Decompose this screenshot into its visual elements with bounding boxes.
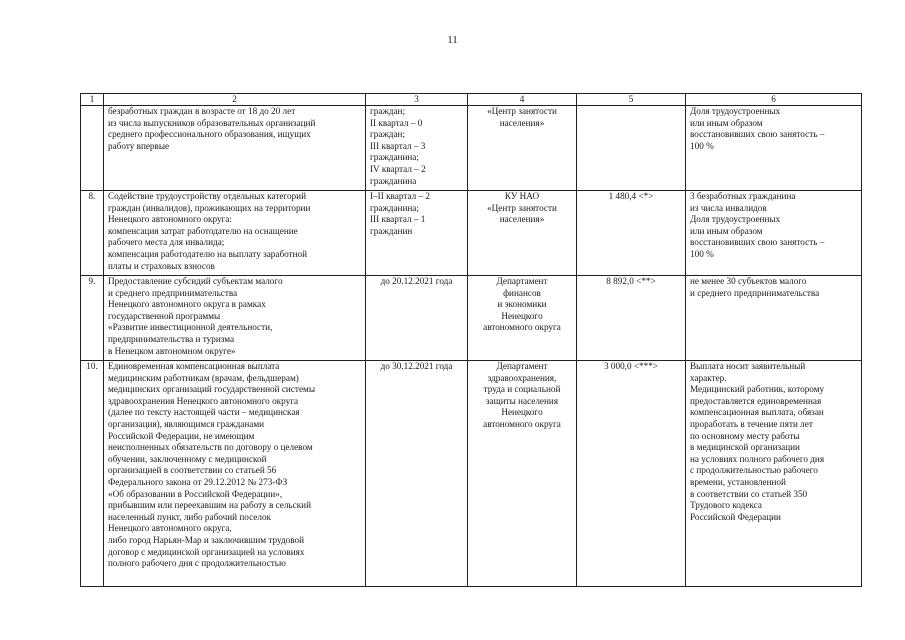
- amount-cell: 1 480,4 <*>: [577, 191, 686, 276]
- result-cell: не менее 30 субъектов малого и среднего предпринимательства: [686, 276, 862, 361]
- executor-cell: Департамент финансов и экономики Ненецкого автономного округа: [468, 276, 577, 361]
- result-cell: Выплата носит заявительный характер. Медицинский работник, которому предоставляется единовременная компенсационная выплата, обязан проработать в течение пяти лет по основному месту работы в медицинской организации на условиях полного рабочего дня с продолжительностью рабочего времени, установленной в соответствии со статьей 350 Трудового кодекса Российской Федерации: [686, 361, 862, 587]
- activity-cell: Содействие трудоустройству отдельных категорий граждан (инвалидов), проживающих на территории Ненецкого автономного округа: компенсация затрат работодателю на оснащение рабочего места для инвалида; компенсация работодателю на выплату заработной платы и страховых взносов: [104, 191, 366, 276]
- table-row: [81, 191, 862, 276]
- table-row: [81, 361, 862, 587]
- row-number: [81, 106, 104, 191]
- table-row: [81, 276, 862, 361]
- activity-cell: безработных граждан в возрасте от 18 до 20 лет из числа выпускников образовательных организаций среднего профессионального образования, ищущих работу впервые: [104, 106, 366, 191]
- table-row: [81, 106, 862, 191]
- header-cell: 2: [104, 94, 366, 106]
- term-cell: I–II квартал – 2 гражданина; III квартал – 1 гражданин: [366, 191, 468, 276]
- term-cell: до 20.12.2021 года: [366, 276, 468, 361]
- page-number: 11: [447, 34, 458, 46]
- result-cell: Доля трудоустроенных или иным образом восстановивших свою занятость – 100 %: [686, 106, 862, 191]
- measures-table: [80, 93, 862, 587]
- header-cell: 3: [366, 94, 468, 106]
- activity-cell: Предоставление субсидий субъектам малого и среднего предпринимательства Ненецкого автономного округа в рамках государственной программы «Развитие инвестиционной деятельности, предпринимательства и туризма в Ненецком автономном округе»: [104, 276, 366, 361]
- header-cell: 4: [468, 94, 577, 106]
- activity-cell: Единовременная компенсационная выплата медицинским работникам (врачам, фельдшерам) медицинских организаций государственной системы здравоохранения Ненецкого автономного округа (далее по тексту настоящей части – медицинская организация), являющимся гражданами Российской Федерации, не имеющим неисполненных обязательств по договору о целевом обучении, заключенному с медицинской организацией в соответствии со статьей 56 Федерального закона от 29.12.2012 № 273-ФЗ «Об образовании в Российской Федерации», прибывшим или переехавшим на работу в сельский населенный пункт, либо рабочий поселок Ненецкого автономного округа, либо город Нарьян-Мар и заключившим трудовой договор с медицинской организацией на условиях полного рабочего дня с продолжительностью: [104, 361, 366, 587]
- executor-cell: Департамент здравоохранения, труда и социальной защиты населения Ненецкого автономного округа: [468, 361, 577, 587]
- term-cell: граждан; II квартал – 0 граждан; III квартал – 3 гражданина; IV квартал – 2 гражданина: [366, 106, 468, 191]
- amount-cell: 8 892,0 <**>: [577, 276, 686, 361]
- header-cell: 1: [81, 94, 104, 106]
- header-cell: 5: [577, 94, 686, 106]
- executor-cell: КУ НАО «Центр занятости населения»: [468, 191, 577, 276]
- row-number: 8.: [81, 191, 104, 276]
- amount-cell: 3 000,0 <***>: [577, 361, 686, 587]
- result-cell: 3 безработных гражданина из числа инвалидов Доля трудоустроенных или иным образом восстановивших свою занятость – 100 %: [686, 191, 862, 276]
- amount-cell: [577, 106, 686, 191]
- table-header-row: [81, 94, 862, 106]
- header-cell: 6: [686, 94, 862, 106]
- term-cell: до 30.12.2021 года: [366, 361, 468, 587]
- row-number: 9.: [81, 276, 104, 361]
- executor-cell: «Центр занятости населения»: [468, 106, 577, 191]
- row-number: 10.: [81, 361, 104, 587]
